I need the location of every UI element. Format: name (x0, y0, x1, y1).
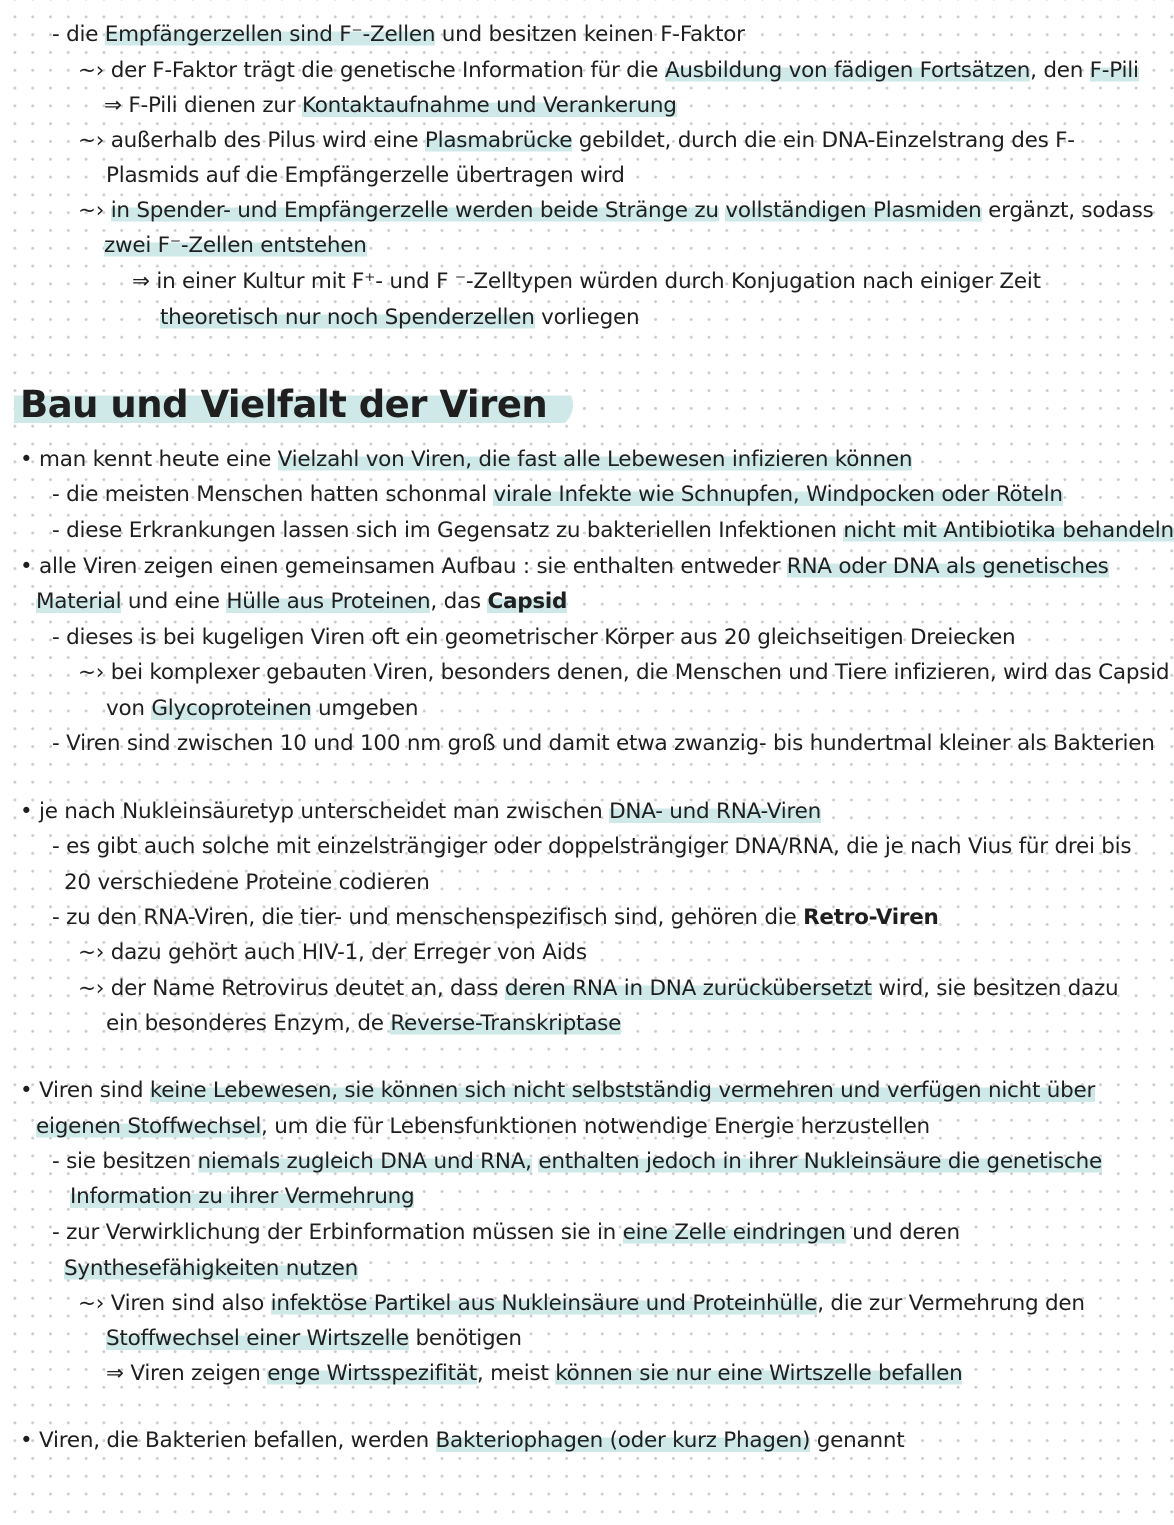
highlighted-text: ⁻ (351, 22, 363, 47)
highlighted-text: theoretisch nur noch Spenderzellen (160, 305, 535, 330)
text-segment: genannt (810, 1428, 905, 1453)
highlighted-text: Material (36, 589, 122, 614)
highlighted-text: nicht mit Antibiotika behandeln (843, 518, 1174, 543)
text-line (20, 552, 1109, 582)
text-segment: ~› der F-Faktor trägt die genetische Information für die (78, 58, 665, 83)
text-segment: von (106, 696, 152, 721)
text-segment: wird, sie besitzen dazu (871, 976, 1119, 1001)
text-line (20, 445, 912, 475)
highlighted-text: Synthesefähigkeiten nutzen (64, 1256, 359, 1281)
text-line (104, 231, 367, 261)
text-segment: Bau und Vielfalt der Viren (20, 383, 548, 426)
text-segment: • Viren, die Bakterien befallen, werden (20, 1428, 436, 1453)
text-segment: ~› der Name Retrovirus deutet an, dass (78, 976, 505, 1001)
text-segment: - diese Erkrankungen lassen sich im Gegensatz zu bakteriellen Infektionen (52, 518, 844, 543)
text-segment: gebildet, durch die ein DNA-Einzelstrang des F- (572, 128, 1075, 153)
text-line (106, 1359, 962, 1389)
text-segment: ⇒ Viren zeigen (106, 1361, 268, 1386)
text-line (106, 1009, 621, 1039)
text-segment: - Viren sind zwischen 10 und 100 nm groß und damit etwa zwanzig- bis hundertmal kleiner als Bakterien (52, 731, 1155, 756)
text-line (70, 1182, 414, 1212)
text-segment: ~› außerhalb des Pilus wird eine (78, 128, 425, 153)
text-segment: ~› (78, 198, 111, 223)
text-line (52, 1218, 960, 1248)
text-line (106, 161, 625, 191)
highlighted-text: vollständigen Plasmiden (725, 198, 982, 223)
highlighted-text: F-Pili (1089, 58, 1139, 83)
text-line (64, 1254, 358, 1284)
highlighted-text: Ausbildung von fädigen Fortsätzen (664, 58, 1031, 83)
highlighted-text: enthalten jedoch in ihrer Nukleinsäure die genetische (538, 1149, 1102, 1174)
text-segment: - die meisten Menschen hatten schonmal (52, 482, 494, 507)
highlighted-text: Bakteriophagen (oder kurz Phagen) (435, 1428, 811, 1453)
text-line (52, 903, 939, 933)
text-segment: ~› Viren sind also (78, 1291, 271, 1316)
text-segment: Plasmids auf die Empfängerzelle übertragen wird (106, 163, 625, 188)
text-segment: - die (52, 22, 105, 47)
text-segment: ⇒ in einer Kultur mit F⁺- und F ⁻-Zelltypen würden durch Konjugation nach einiger Zeit (132, 269, 1041, 294)
highlighted-text: Empfängerzellen sind F (104, 22, 352, 47)
text-line (78, 56, 1139, 86)
text-segment: ein besonderes Enzym, de (106, 1011, 391, 1036)
highlighted-text: virale Infekte wie Schnupfen, Windpocken oder Röteln (493, 482, 1063, 507)
text-line (132, 267, 1041, 297)
text-line (160, 303, 639, 333)
text-segment: - zu den RNA-Viren, die tier- und menschenspezifisch sind, gehören die (52, 905, 804, 930)
highlighted-text: zwei F⁻-Zellen entstehen (104, 233, 367, 258)
highlighted-text: Capsid (487, 589, 568, 614)
text-line (20, 1426, 904, 1456)
text-segment: , meist (476, 1361, 556, 1386)
bold-term: Retro-Viren (803, 905, 939, 930)
highlighted-text: Hülle aus Proteinen (226, 589, 431, 614)
highlighted-text: Vielzahl von Viren, die fast alle Lebewesen infizieren können (277, 447, 913, 472)
text-segment: • man kennt heute eine (20, 447, 278, 472)
text-line (104, 91, 677, 121)
highlighted-text: eigenen Stoffwechsel (36, 1114, 262, 1139)
text-segment: und eine (121, 589, 227, 614)
highlighted-text: Plasmabrücke (424, 128, 573, 153)
highlighted-text: Information zu ihrer Vermehrung (70, 1184, 415, 1209)
text-segment: - dieses is bei kugeligen Viren oft ein geometrischer Körper aus 20 gleichseitigen Dreiecken (52, 625, 1016, 650)
text-line (78, 1289, 1085, 1319)
text-segment: benötigen (408, 1326, 522, 1351)
section-heading (14, 381, 573, 429)
text-line (36, 587, 567, 617)
text-line (20, 1076, 1095, 1106)
text-segment: , den (1030, 58, 1090, 83)
text-segment: und deren (845, 1220, 960, 1245)
text-line (52, 729, 1155, 759)
highlighted-text: Reverse-Transkriptase (390, 1011, 622, 1036)
text-line (64, 868, 430, 898)
text-line (52, 1147, 1102, 1177)
text-segment: • je nach Nukleinsäuretyp unterscheidet man zwischen (20, 799, 610, 824)
text-segment: - zur Verwirklichung der Erbinformation müssen sie in (52, 1220, 623, 1245)
text-line (52, 832, 1131, 862)
text-segment: - es gibt auch solche mit einzelsträngiger oder doppelsträngiger DNA/RNA, die je nach Vius für drei bis (52, 834, 1132, 859)
highlighted-text: können sie nur eine Wirtszelle befallen (555, 1361, 963, 1386)
highlighted-text: keine Lebewesen, sie können sich nicht selbstständig vermehren und verfügen nicht über (149, 1078, 1096, 1103)
text-line (106, 694, 418, 724)
text-line (106, 1324, 522, 1354)
text-line (20, 797, 821, 827)
text-segment: ⇒ F-Pili dienen zur (104, 93, 302, 118)
highlighted-text: -Zellen (362, 22, 436, 47)
text-line (52, 480, 1063, 510)
text-segment: • Viren sind (20, 1078, 150, 1103)
text-segment: , um die für Lebensfunktionen notwendige Energie herzustellen (261, 1114, 930, 1139)
highlighted-text: niemals zugleich DNA und RNA, (197, 1149, 532, 1174)
text-segment: ~› dazu gehört auch HIV-1, der Erreger von Aids (78, 940, 587, 965)
text-line (78, 658, 1169, 688)
text-line (36, 1112, 930, 1142)
text-segment: ~› bei komplexer gebauten Viren, besonders denen, die Menschen und Tiere infizieren, wird das Capsid (78, 660, 1170, 685)
text-segment: und besitzen keinen F-Faktor (435, 22, 745, 47)
text-line (78, 938, 587, 968)
text-segment: , das (430, 589, 488, 614)
highlighted-text: in Spender- und Empfängerzelle werden beide Stränge zu (110, 198, 719, 223)
text-segment: • alle Viren zeigen einen gemeinsamen Aufbau : sie enthalten entweder (20, 554, 787, 579)
highlighted-text: DNA- und RNA-Viren (609, 799, 821, 824)
highlighted-text: Kontaktaufnahme und Verankerung (301, 93, 677, 118)
text-segment: , die zur Vermehrung den (817, 1291, 1085, 1316)
text-line (52, 20, 745, 50)
highlighted-text: infektöse Partikel aus Nukleinsäure und Proteinhülle (270, 1291, 818, 1316)
highlighted-text: Glycoproteinen (151, 696, 312, 721)
text-line (78, 196, 1153, 226)
highlighted-text: deren RNA in DNA zurückübersetzt (504, 976, 872, 1001)
highlighted-text: enge Wirtsspezifität (267, 1361, 477, 1386)
text-segment: - sie besitzen (52, 1149, 198, 1174)
text-line (78, 126, 1075, 156)
text-segment: 20 verschiedene Proteine codieren (64, 870, 430, 895)
text-segment: ergänzt, sodass (981, 198, 1154, 223)
highlighted-text: Stoffwechsel einer Wirtszelle (106, 1326, 409, 1351)
text-segment: vorliegen (534, 305, 640, 330)
highlighted-text: RNA oder DNA als genetisches (786, 554, 1109, 579)
highlighted-text: eine Zelle eindringen (622, 1220, 846, 1245)
text-line (52, 516, 1174, 546)
text-segment: umgeben (311, 696, 419, 721)
text-line (78, 974, 1118, 1004)
text-line (52, 623, 1015, 653)
